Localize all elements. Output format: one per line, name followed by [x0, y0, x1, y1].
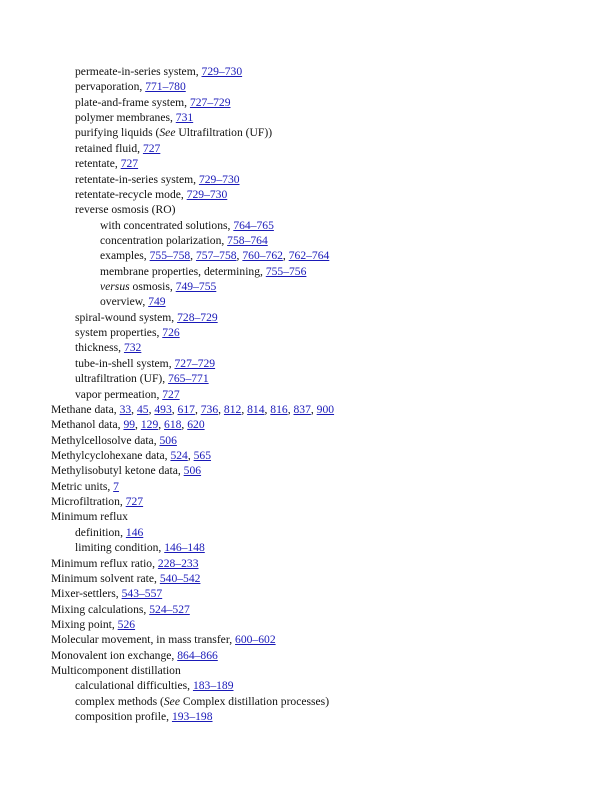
page-ref-link[interactable]: 183–189: [192, 679, 234, 693]
index-subsubentry: [0, 294, 614, 309]
entry-text: Complex distillation processes): [179, 694, 330, 708]
index-subentry: [0, 172, 614, 187]
page-ref-link[interactable]: 33: [119, 402, 132, 416]
entry-text: ,: [135, 418, 141, 432]
index-subentry: [0, 187, 614, 202]
page-ref-link[interactable]: 727: [120, 157, 139, 171]
entry-text: calculational difficulties,: [75, 679, 193, 693]
page-ref-link[interactable]: 812: [223, 402, 242, 416]
page-ref-link[interactable]: 816: [270, 402, 288, 416]
entry-text: system properties,: [75, 326, 163, 340]
index-subentry: [0, 202, 614, 217]
page-ref-link[interactable]: 506: [183, 464, 202, 478]
page-ref-link[interactable]: 727: [162, 387, 180, 401]
page-ref-link[interactable]: 762–764: [288, 249, 330, 263]
entry-text: concentration polarization,: [100, 233, 228, 247]
page-ref-link[interactable]: 618: [164, 418, 182, 432]
entry-text: Microfiltration,: [51, 495, 126, 509]
page-ref-link[interactable]: 524–527: [149, 602, 190, 616]
index-entry: [0, 402, 614, 417]
entry-text: Molecular movement, in mass transfer,: [51, 633, 236, 647]
entry-text: ,: [218, 402, 224, 416]
entry-text: Ultrafiltration (UF)): [175, 126, 273, 140]
index-subentry: [0, 340, 614, 355]
page-ref-link[interactable]: 146: [125, 525, 144, 539]
page-ref-link[interactable]: 45: [136, 402, 149, 416]
entry-text: Mixing point,: [51, 617, 118, 631]
entry-text: retained fluid,: [75, 141, 143, 155]
index-entry: [0, 509, 614, 524]
entry-text: ,: [148, 402, 155, 416]
page-ref-link[interactable]: 600–602: [235, 633, 276, 647]
entry-text: Minimum reflux ratio,: [51, 556, 158, 570]
entry-text: ,: [171, 402, 178, 416]
entry-text: ,: [190, 249, 196, 263]
index-subentry: [0, 79, 614, 94]
entry-text: reverse osmosis (RO): [75, 203, 176, 217]
entry-text: ,: [236, 249, 243, 263]
index-subentry: [0, 110, 614, 125]
entry-text: Monovalent ion exchange,: [51, 648, 178, 662]
page-ref-link[interactable]: 765–771: [168, 372, 209, 386]
index-entry: [0, 448, 614, 463]
index-entry: [0, 433, 614, 448]
index-entry: [0, 617, 614, 632]
entry-text: ultrafiltration (UF),: [75, 372, 169, 386]
index-subentry: [0, 387, 614, 402]
italic-term: See: [163, 694, 180, 708]
page-ref-link[interactable]: 864–866: [177, 648, 218, 662]
entry-text: membrane properties, determining,: [100, 264, 266, 278]
italic-term: versus: [100, 280, 130, 294]
index-subentry: [0, 356, 614, 371]
entry-text: vapor permeation,: [75, 387, 163, 401]
page-ref-link[interactable]: 146–148: [164, 541, 205, 555]
entry-text: with concentrated solutions,: [100, 218, 234, 232]
entry-text: pervaporation,: [75, 80, 146, 94]
index-entry: [0, 417, 614, 432]
index-entry: [0, 602, 614, 617]
entry-text: retentate-in-series system,: [75, 172, 199, 186]
index-subsubentry: [0, 248, 614, 263]
page-ref-link[interactable]: 757–758: [195, 249, 237, 263]
index-subentry: [0, 156, 614, 171]
page-ref-link[interactable]: 729–730: [198, 172, 240, 186]
entry-text: Minimum solvent rate,: [51, 571, 160, 585]
page-ref-link[interactable]: 99: [123, 418, 136, 432]
page-ref-link[interactable]: 565: [193, 448, 212, 462]
page-ref-link[interactable]: 543–557: [121, 587, 163, 601]
page-ref-link[interactable]: 7: [113, 479, 119, 493]
page-ref-link[interactable]: 129: [140, 418, 159, 432]
page-ref-link[interactable]: 814: [247, 402, 265, 416]
entry-text: permeate-in-series system,: [75, 65, 202, 78]
index-subentry: [0, 310, 614, 325]
index-subsubentry: [0, 279, 614, 294]
page-ref-link[interactable]: 764–765: [233, 218, 274, 232]
page-ref-link[interactable]: 749: [148, 295, 166, 309]
index-subentry: [0, 525, 614, 540]
index-entry: [0, 648, 614, 663]
page-ref-link[interactable]: 727–729: [189, 95, 231, 109]
entry-text: Mixing calculations,: [51, 602, 150, 616]
index-subentry: [0, 709, 614, 724]
entry-text: plate-and-frame system,: [75, 95, 190, 109]
entry-text: composition profile,: [75, 710, 172, 724]
index-subentry: [0, 95, 614, 110]
entry-text: ,: [287, 402, 294, 416]
entry-text: thickness,: [75, 341, 124, 355]
page-ref-link[interactable]: 771–780: [145, 80, 186, 94]
entry-text: ,: [194, 402, 201, 416]
index-entry: [0, 571, 614, 586]
index-subentry: [0, 125, 614, 140]
page-ref-link[interactable]: 726: [162, 326, 180, 340]
page-ref-link[interactable]: 526: [117, 617, 136, 631]
index-subsubentry: [0, 218, 614, 233]
page-ref-link[interactable]: 727–729: [174, 356, 216, 370]
page-ref-link[interactable]: 620: [187, 418, 205, 432]
entry-text: complex methods (: [75, 694, 164, 708]
entry-text: Methylcyclohexane data,: [51, 448, 171, 462]
page-ref-link[interactable]: 732: [123, 341, 142, 355]
entry-text: Mixer-settlers,: [51, 587, 122, 601]
entry-text: ,: [187, 448, 194, 462]
entry-text: Methylcellosolve data,: [51, 433, 160, 447]
index-entry: [0, 663, 614, 678]
entry-text: definition,: [75, 525, 126, 539]
entry-text: ,: [310, 402, 317, 416]
entry-text: ,: [264, 402, 271, 416]
entry-text: purifying liquids (: [75, 126, 160, 140]
index-entry: [0, 556, 614, 571]
entry-text: examples,: [100, 249, 150, 263]
entry-text: ,: [131, 402, 137, 416]
entry-text: spiral-wound system,: [75, 310, 178, 324]
page-ref-link[interactable]: 493: [154, 402, 172, 416]
page-ref-link[interactable]: 758–764: [227, 233, 268, 247]
page-ref-link[interactable]: 749–755: [175, 280, 217, 294]
page-ref-link[interactable]: 727: [125, 495, 144, 509]
entry-text: Methane data,: [51, 402, 120, 416]
page-ref-link[interactable]: 727: [142, 141, 161, 155]
page-ref-link[interactable]: 729–730: [201, 65, 243, 78]
page-ref-link[interactable]: 228–233: [157, 556, 199, 570]
index-subentry: [0, 694, 614, 709]
entry-text: osmosis,: [129, 280, 176, 294]
entry-text: overview,: [100, 295, 149, 309]
page-ref-link[interactable]: 729–730: [186, 187, 228, 201]
page-ref-link[interactable]: 731: [175, 111, 194, 125]
entry-text: polymer membranes,: [75, 111, 176, 125]
entry-text: Methylisobutyl ketone data,: [51, 464, 184, 478]
italic-term: See: [159, 126, 176, 140]
index-subentry: [0, 678, 614, 693]
index-subentry: [0, 64, 614, 79]
page-ref-link[interactable]: 540–542: [159, 571, 201, 585]
index-subentry: [0, 371, 614, 386]
entry-text: Metric units,: [51, 479, 114, 493]
entry-text: Methanol data,: [51, 418, 124, 432]
page-ref-link[interactable]: 193–198: [171, 710, 213, 724]
entry-text: Minimum reflux: [51, 510, 128, 524]
index-subsubentry: [0, 264, 614, 279]
entry-text: ,: [158, 418, 165, 432]
page-ref-link[interactable]: 506: [159, 433, 177, 447]
entry-text: ,: [241, 402, 248, 416]
page-ref-link[interactable]: 524: [170, 448, 188, 462]
page-ref-link[interactable]: 755–758: [149, 249, 191, 263]
index-entry: [0, 586, 614, 601]
page-ref-link[interactable]: 736: [200, 402, 219, 416]
page-ref-link[interactable]: 837: [293, 402, 311, 416]
page-ref-link[interactable]: 617: [177, 402, 195, 416]
entry-text: ,: [181, 418, 188, 432]
page-ref-link[interactable]: 728–729: [177, 310, 218, 324]
entry-text: limiting condition,: [75, 541, 165, 555]
index-subsubentry: [0, 233, 614, 248]
entry-text: tube-in-shell system,: [75, 356, 175, 370]
page-ref-link[interactable]: 760–762: [242, 249, 283, 263]
index-page: [0, 64, 614, 724]
page-ref-link[interactable]: 755–756: [265, 264, 307, 278]
entry-text: retentate,: [75, 157, 121, 171]
entry-text: Multicomponent distillation: [51, 664, 181, 678]
entry-text: ,: [282, 249, 289, 263]
index-entry: [0, 479, 614, 494]
entry-text: retentate-recycle mode,: [75, 187, 187, 201]
index-subentry: [0, 141, 614, 156]
index-subentry: [0, 325, 614, 340]
index-subentry: [0, 540, 614, 555]
index-entry: [0, 494, 614, 509]
index-entry: [0, 463, 614, 478]
page-ref-link[interactable]: 900: [316, 402, 335, 416]
index-entry: [0, 632, 614, 647]
